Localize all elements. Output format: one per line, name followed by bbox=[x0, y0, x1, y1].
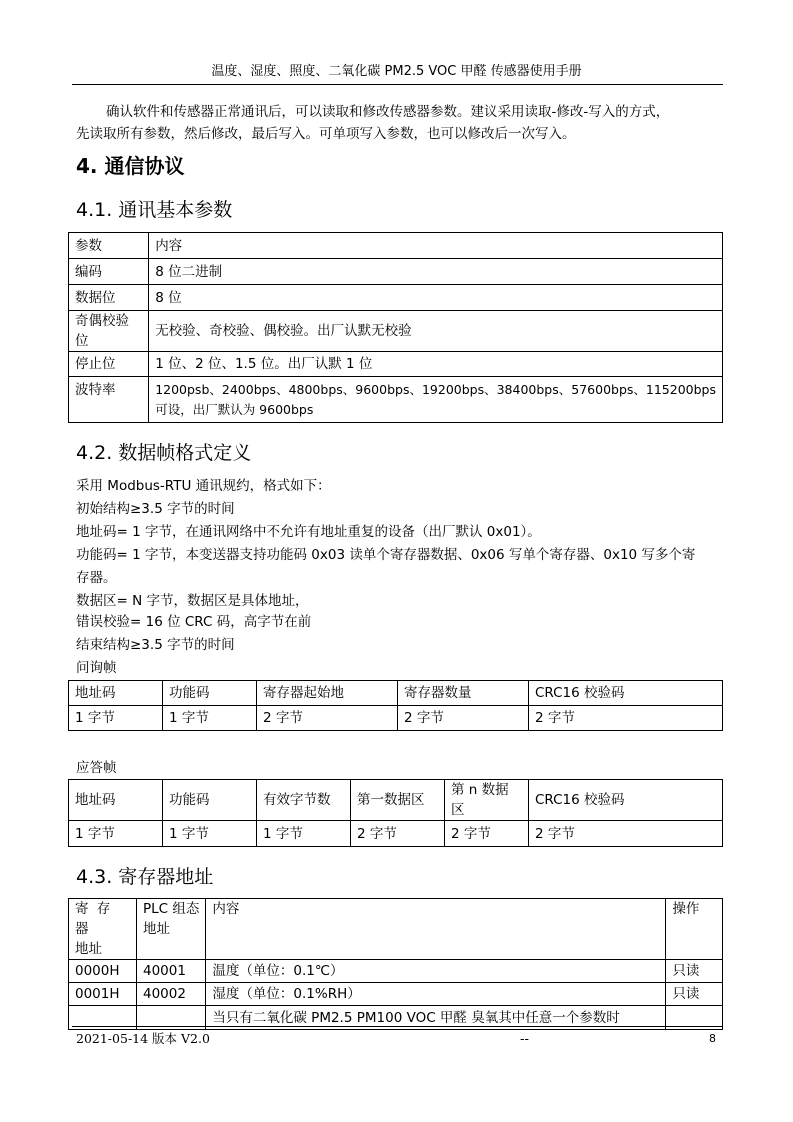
table-row bbox=[69, 352, 723, 377]
comm-params-table bbox=[68, 232, 723, 423]
intro-paragraph bbox=[76, 101, 724, 145]
table-cell: 第一数据区 bbox=[351, 780, 445, 821]
table-cell: 2 字节 bbox=[351, 821, 445, 847]
table-cell: 操作 bbox=[666, 899, 723, 960]
table-cell: 有效字节数 bbox=[257, 780, 351, 821]
table-cell: 数据位 bbox=[69, 285, 149, 311]
table-cell: 内容 bbox=[149, 233, 723, 259]
intro-line-1: 确认软件和传感器正常通讯后，可以读取和修改传感器参数。建议采用读取-修改-写入的方式， bbox=[106, 104, 670, 120]
table-cell: 0000H bbox=[69, 960, 137, 983]
table-row bbox=[69, 233, 723, 259]
frame-line: 错误校验= 16 位 CRC 码，高字节在前 bbox=[76, 614, 312, 630]
table-cell: 1 字节 bbox=[257, 821, 351, 847]
table-cell: 2 字节 bbox=[529, 821, 723, 847]
footer-rule bbox=[72, 1026, 723, 1027]
table-cell: 40002 bbox=[137, 983, 206, 1006]
table-row bbox=[69, 681, 723, 706]
table-row bbox=[69, 706, 723, 731]
intro-line-2: 先读取所有参数，然后修改，最后写入。可单项写入参数，也可以修改后一次写入。 bbox=[76, 126, 576, 142]
table-cell: 功能码 bbox=[163, 780, 257, 821]
table-row bbox=[69, 311, 723, 352]
table-cell: 地址码 bbox=[69, 780, 163, 821]
reg-header-line-1: 寄 存 器 bbox=[75, 901, 113, 937]
table-cell: 奇偶校验位 bbox=[69, 311, 149, 352]
header-rule bbox=[72, 84, 723, 85]
table-cell: 湿度（单位：0.1%RH） bbox=[206, 983, 666, 1006]
table-cell: 2 字节 bbox=[257, 706, 398, 731]
table-cell: 温度（单位：0.1℃） bbox=[206, 960, 666, 983]
frame-line: 结束结构≥3.5 字节的时间 bbox=[76, 637, 235, 653]
table-cell: 1 字节 bbox=[163, 706, 257, 731]
table-cell: 无校验、奇校验、偶校验。出厂认默无校验 bbox=[149, 311, 723, 352]
table-row bbox=[69, 899, 723, 960]
table-cell: 停止位 bbox=[69, 352, 149, 377]
reply-frame-label: 应答帧 bbox=[76, 760, 117, 776]
table-row bbox=[69, 377, 723, 423]
table-cell: CRC16 校验码 bbox=[529, 780, 723, 821]
table-cell: 0001H bbox=[69, 983, 137, 1006]
table-cell: 内容 bbox=[206, 899, 666, 960]
frame-line: 初始结构≥3.5 字节的时间 bbox=[76, 501, 235, 517]
page-number: 8 bbox=[709, 1032, 716, 1045]
table-cell: 寄存器数量 bbox=[398, 681, 529, 706]
table-row bbox=[69, 983, 723, 1006]
table-cell: 2 字节 bbox=[445, 821, 529, 847]
table-cell: 1 字节 bbox=[163, 821, 257, 847]
table-cell: 8 位二进制 bbox=[149, 259, 723, 285]
table-cell: CRC16 校验码 bbox=[529, 681, 723, 706]
table-row bbox=[69, 960, 723, 983]
table-cell: 只读 bbox=[666, 960, 723, 983]
table-cell: 2 字节 bbox=[529, 706, 723, 731]
footer-date-version: 2021-05-14 版本 V2.0 bbox=[76, 1031, 210, 1046]
table-cell: 1 字节 bbox=[69, 821, 163, 847]
table-row bbox=[69, 285, 723, 311]
table-row bbox=[69, 780, 723, 821]
table-cell: 寄存器起始地 bbox=[257, 681, 398, 706]
table-cell: 编码 bbox=[69, 259, 149, 285]
plc-header-line-1: PLC 组态 bbox=[143, 901, 200, 917]
baud-rates: 1200psb、2400bps、4800bps、9600bps、19200bps、38400bps、57600bps、115200bps bbox=[155, 381, 716, 397]
table-cell bbox=[149, 377, 723, 423]
section-4-3-heading: 4.3. 寄存器地址 bbox=[76, 866, 214, 888]
section-4-heading: 4. 通信协议 bbox=[76, 154, 185, 178]
table-cell: 2 字节 bbox=[398, 706, 529, 731]
page-header: 温度、湿度、照度、二氧化碳 PM2.5 VOC 甲醛 传感器使用手册 bbox=[211, 64, 582, 79]
frame-line: 地址码= 1 字节，在通讯网络中不允许有地址重复的设备（出厂默认 0x01）。 bbox=[76, 524, 541, 540]
reg-header-line-2: 地址 bbox=[75, 941, 102, 957]
table-cell: 功能码 bbox=[163, 681, 257, 706]
frame-line: 存器。 bbox=[76, 570, 117, 586]
table-cell: 只读 bbox=[666, 983, 723, 1006]
baud-default: 可设，出厂默认为 9600bps bbox=[155, 401, 314, 417]
table-cell: 第 n 数据区 bbox=[445, 780, 529, 821]
table-cell: 当只有二氧化碳 PM2.5 PM100 VOC 甲醛 臭氧其中任意一个参数时 bbox=[206, 1006, 666, 1030]
register-table bbox=[68, 898, 723, 1030]
frame-line: 采用 Modbus-RTU 通讯规约，格式如下： bbox=[76, 478, 331, 494]
section-4-2-heading: 4.2. 数据帧格式定义 bbox=[76, 442, 252, 464]
table-row bbox=[69, 821, 723, 847]
table-cell: 40001 bbox=[137, 960, 206, 983]
table-cell: 1 字节 bbox=[69, 706, 163, 731]
table-cell bbox=[69, 899, 137, 960]
footer-center: -- bbox=[520, 1031, 530, 1046]
table-row bbox=[69, 259, 723, 285]
table-cell: 1 位、2 位、1.5 位。出厂认默 1 位 bbox=[149, 352, 723, 377]
section-4-1-heading: 4.1. 通讯基本参数 bbox=[76, 199, 233, 221]
query-frame-label: 问询帧 bbox=[76, 660, 117, 676]
table-cell: 参数 bbox=[69, 233, 149, 259]
table-cell: 8 位 bbox=[149, 285, 723, 311]
table-cell: 波特率 bbox=[69, 377, 149, 423]
table-cell: 地址码 bbox=[69, 681, 163, 706]
plc-header-line-2: 地址 bbox=[143, 921, 170, 937]
reply-frame-table bbox=[68, 779, 723, 847]
query-frame-table bbox=[68, 680, 723, 731]
frame-line: 数据区= N 字节，数据区是具体地址， bbox=[76, 593, 309, 609]
table-cell bbox=[137, 899, 206, 960]
frame-line: 功能码= 1 字节，本变送器支持功能码 0x03 读单个寄存器数据、0x06 写单个寄存器、0x10 写多个寄 bbox=[76, 547, 696, 563]
